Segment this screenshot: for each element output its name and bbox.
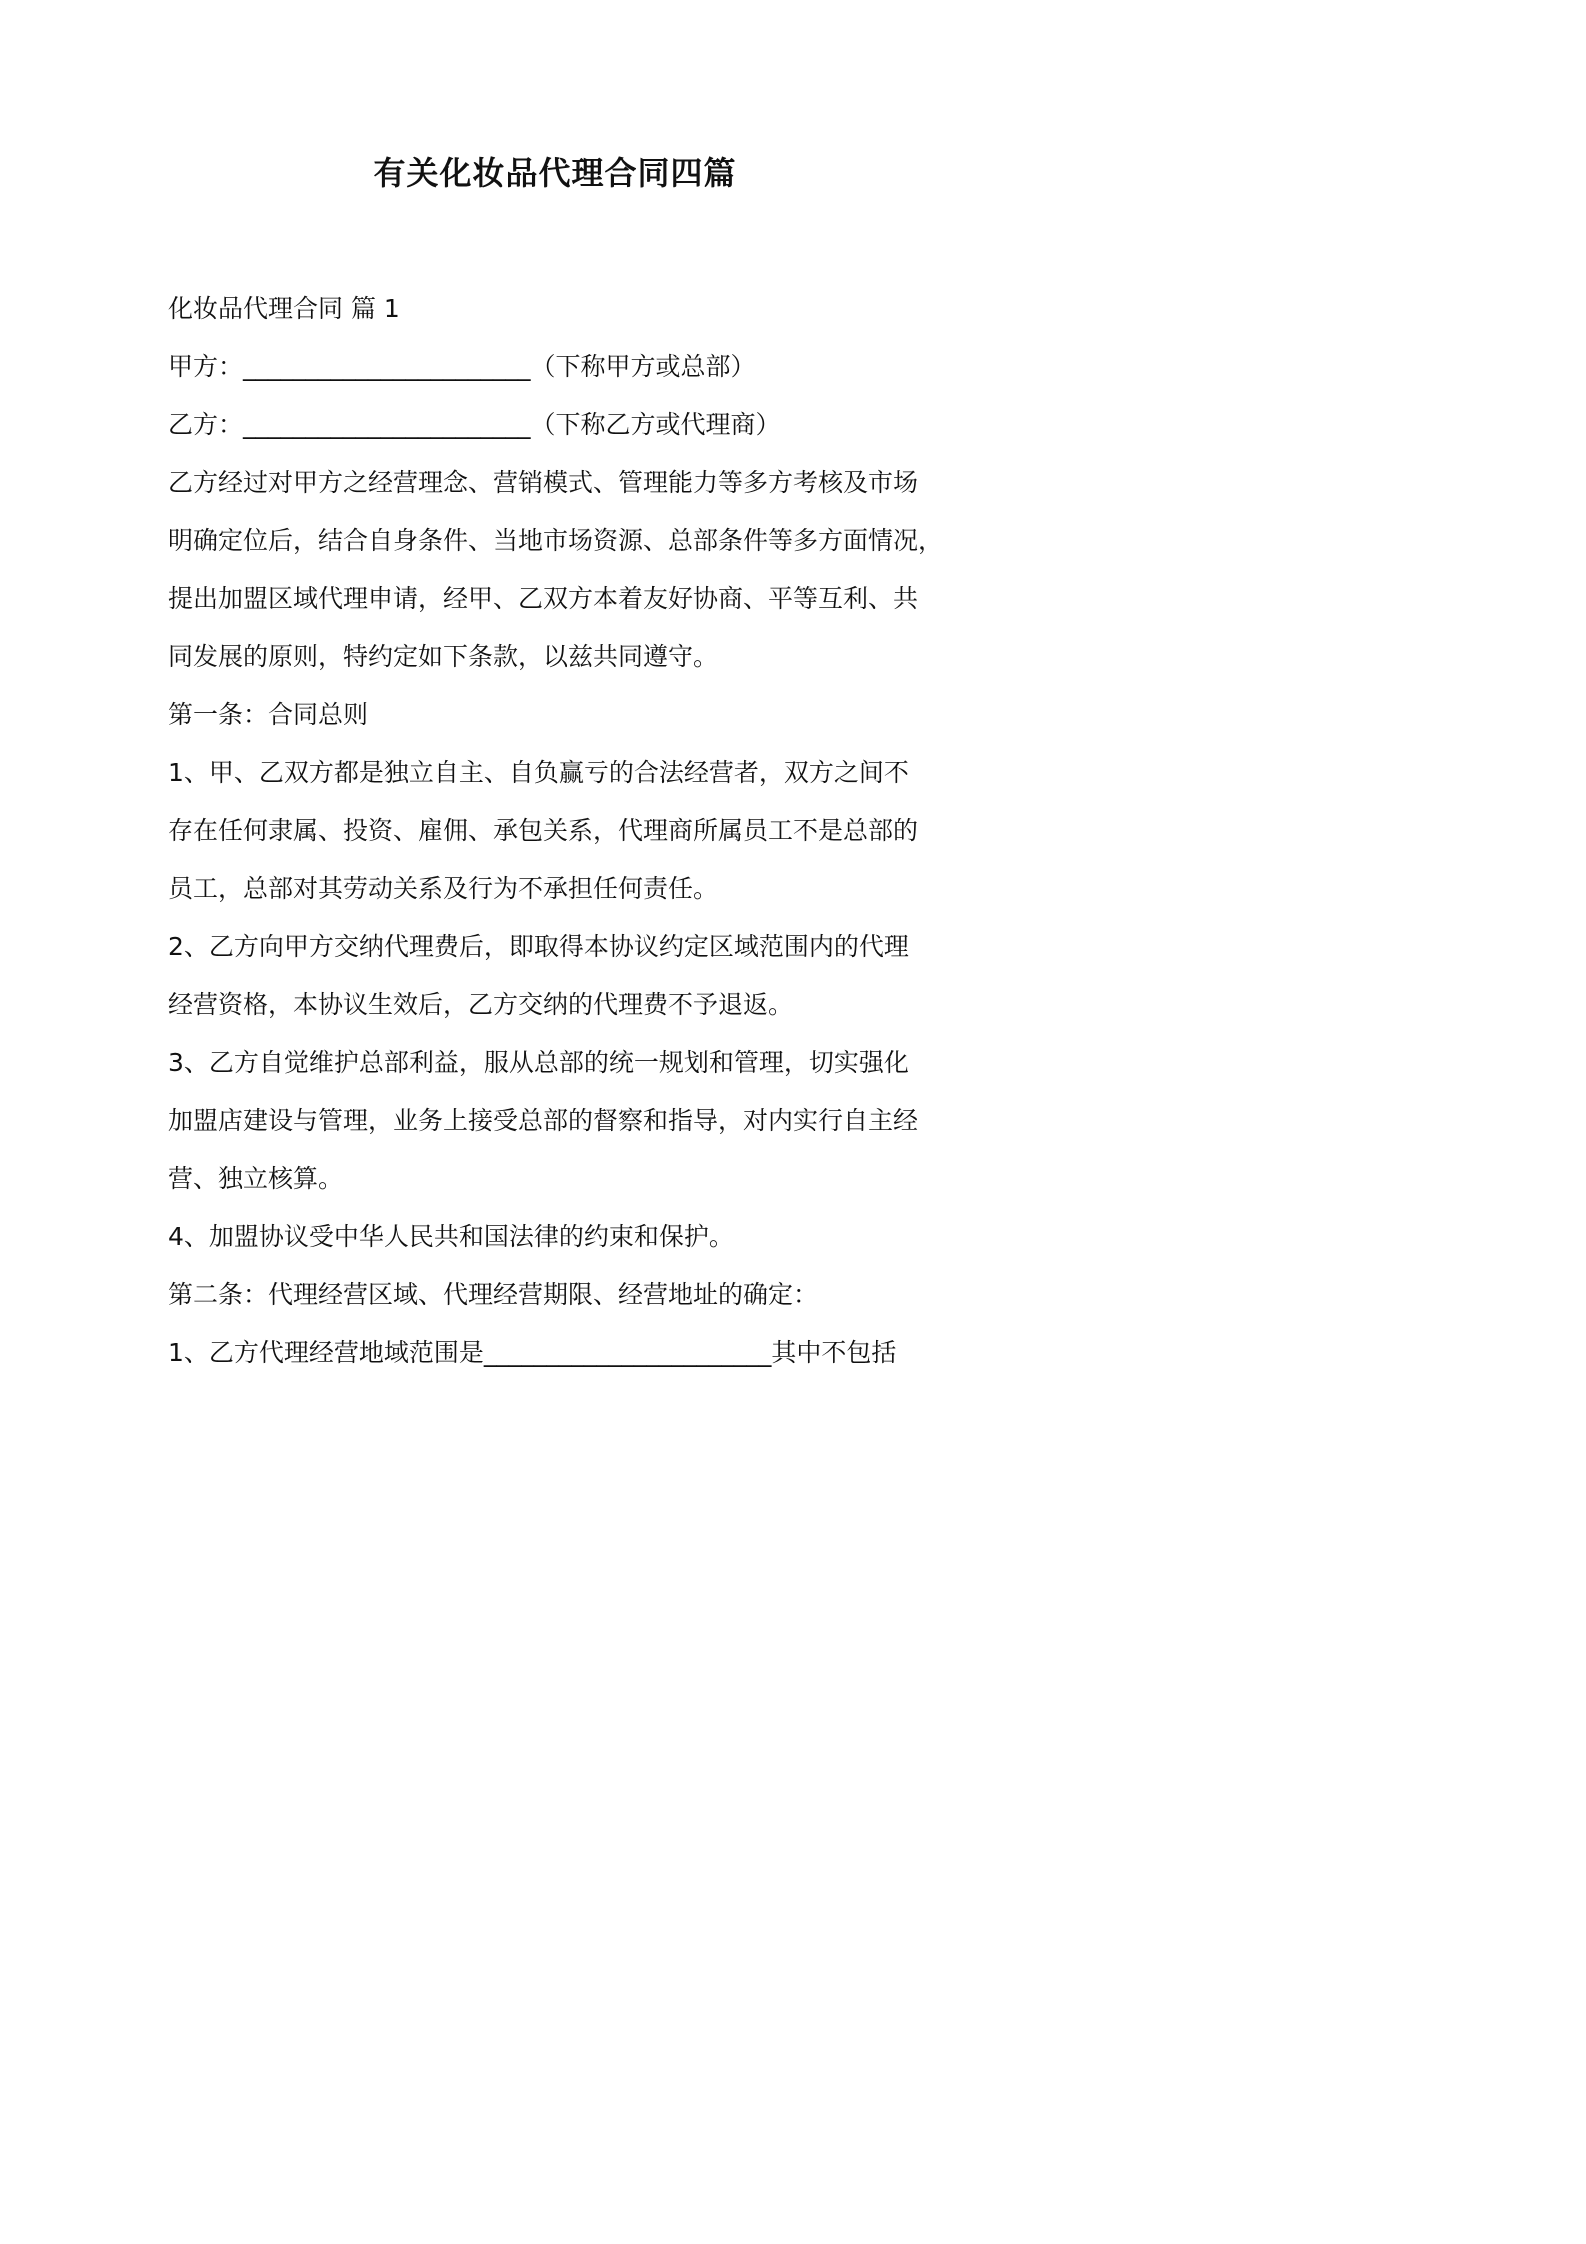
document-body — [168, 280, 948, 1382]
article-heading: 第一条：合同总则 — [168, 700, 369, 729]
section-heading: 化妆品代理合同 篇 1 — [168, 294, 400, 323]
document-page — [0, 0, 1100, 1556]
clause-line: 1、乙方代理经营地域范围是_______________________其中不包括 — [168, 1338, 897, 1367]
paragraph-line: 提出加盟区域代理申请，经甲、乙双方本着友好协商、平等互利、共 — [168, 584, 919, 613]
paragraph-line: 同发展的原则，特约定如下条款，以兹共同遵守。 — [168, 642, 719, 671]
paragraph-line: 乙方经过对甲方之经营理念、营销模式、管理能力等多方考核及市场 — [168, 468, 919, 497]
clause-line: 营、独立核算。 — [168, 1164, 344, 1193]
clause-line: 加盟店建设与管理，业务上接受总部的督察和指导，对内实行自主经 — [168, 1106, 919, 1135]
clause-line: 经营资格，本协议生效后，乙方交纳的代理费不予退返。 — [168, 990, 794, 1019]
clause-line: 存在任何隶属、投资、雇佣、承包关系，代理商所属员工不是总部的 — [168, 816, 919, 845]
clause-line: 员工，总部对其劳动关系及行为不承担任何责任。 — [168, 874, 719, 903]
article-heading: 第二条：代理经营区域、代理经营期限、经营地址的确定： — [168, 1280, 819, 1309]
clause-line: 2、乙方向甲方交纳代理费后，即取得本协议约定区域范围内的代理 — [168, 932, 909, 961]
party-b-line: 乙方：_______________________（下称乙方或代理商） — [168, 410, 781, 439]
clause-line: 4、加盟协议受中华人民共和国法律的约束和保护。 — [168, 1222, 734, 1251]
party-a-line: 甲方：_______________________（下称甲方或总部） — [168, 352, 756, 381]
document-title: 有关化妆品代理合同四篇 — [373, 154, 737, 192]
clause-line: 3、乙方自觉维护总部利益，服从总部的统一规划和管理，切实强化 — [168, 1048, 909, 1077]
paragraph-line: 明确定位后，结合自身条件、当地市场资源、总部条件等多方面情况， — [168, 526, 944, 555]
clause-line: 1、甲、乙双方都是独立自主、自负赢亏的合法经营者，双方之间不 — [168, 758, 909, 787]
